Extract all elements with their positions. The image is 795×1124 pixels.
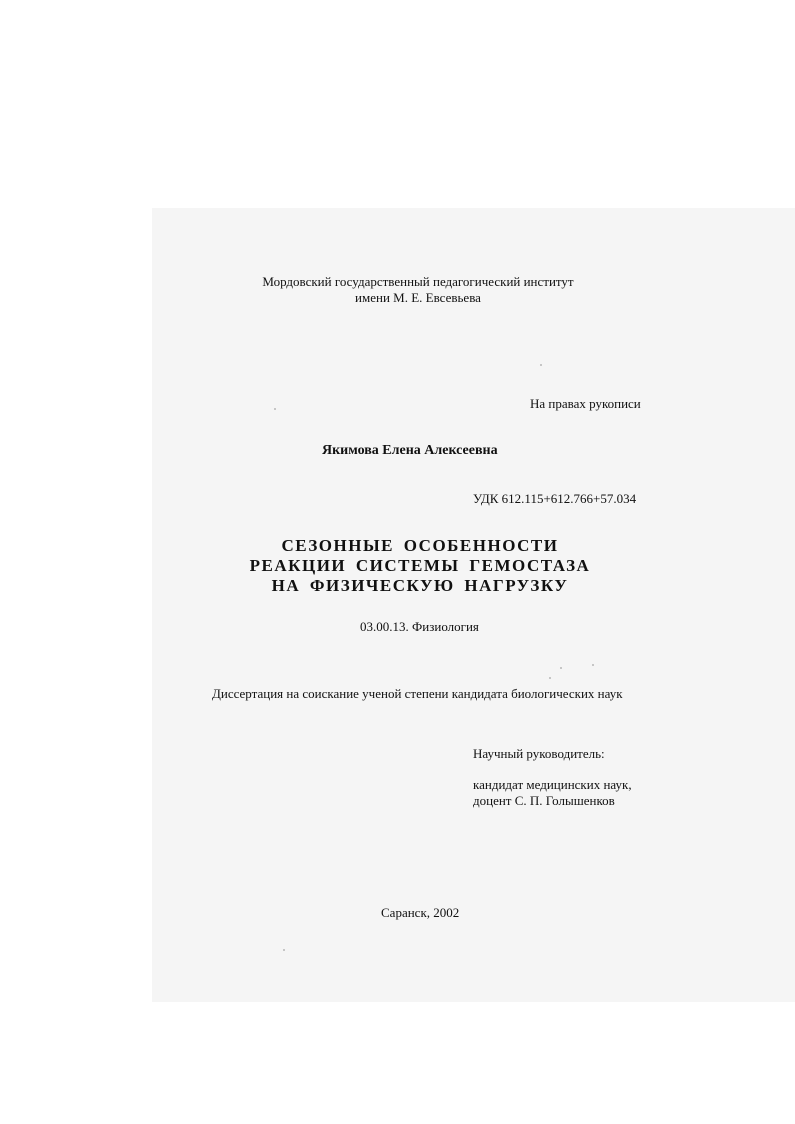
scan-speck: [283, 949, 285, 951]
place-and-year: Саранск, 2002: [381, 905, 460, 920]
institute-line-1: Мордовский государственный педагогический институт: [262, 274, 574, 289]
institute-line-2: имени М. Е. Евсевьева: [355, 290, 481, 305]
institute-name: [258, 274, 578, 306]
dissertation-title: [230, 536, 610, 596]
udc-code: УДК 612.115+612.766+57.034: [473, 491, 637, 506]
scan-speck: [274, 408, 276, 410]
dissertation-statement: Диссертация на соискание ученой степени кандидата биологических наук: [212, 686, 623, 701]
specialty-code: 03.00.13. Физиология: [360, 619, 479, 634]
supervisor-degree: кандидат медицинских наук,: [473, 777, 632, 792]
rights-notice: На правах рукописи: [530, 396, 641, 411]
scan-speck: [592, 664, 594, 666]
scan-speck: [560, 667, 562, 669]
supervisor-name: доцент С. П. Голышенков: [473, 793, 615, 808]
scanned-page-area: [152, 208, 795, 1002]
title-line-3: НА ФИЗИЧЕСКУЮ НАГРУЗКУ: [271, 576, 569, 595]
scan-speck: [549, 677, 551, 679]
title-line-1: СЕЗОННЫЕ ОСОБЕННОСТИ: [281, 536, 559, 555]
author-name: Якимова Елена Алексеевна: [322, 443, 498, 458]
title-line-2: РЕАКЦИИ СИСТЕМЫ ГЕМОСТАЗА: [249, 556, 591, 575]
scan-speck: [540, 364, 542, 366]
supervisor-label: Научный руководитель:: [473, 746, 605, 761]
